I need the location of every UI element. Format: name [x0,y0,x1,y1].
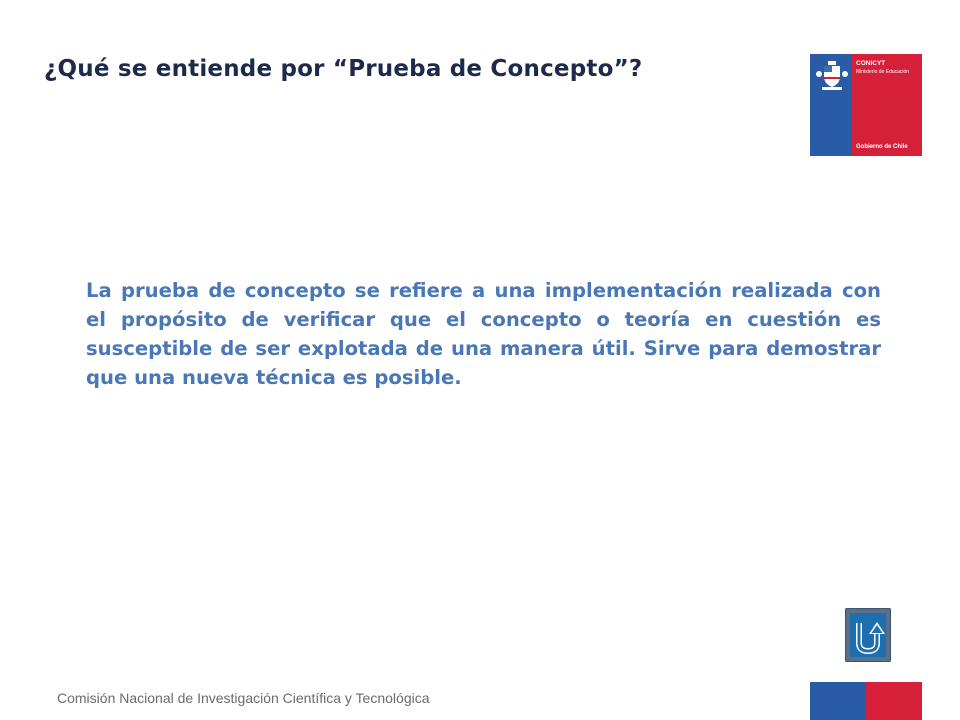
logo-name: CONICYT [856,60,886,67]
slide-title: ¿Qué se entiende por “Prueba de Concepto”? [44,56,643,82]
conicyt-logo [810,54,922,156]
flag-bar [810,682,922,720]
back-button[interactable] [845,608,891,662]
back-button-face[interactable] [850,613,886,657]
footer-institution: Comisión Nacional de Investigación Científica y Tecnológica [57,690,430,706]
flag-bar-blue [810,682,866,720]
logo-government: Gobierno de Chile [856,144,908,150]
u-turn-return-icon [850,613,886,657]
flag-bar-red [866,682,922,720]
logo-red-panel [852,54,922,156]
slide-body-text: La prueba de concepto se refiere a una implementación realizada con el propósito de verificar que el concepto o teoría en cuestión es susceptible de ser explotada de una manera útil. Sirve para demostrar que una nueva técnica es posible. [86,279,881,389]
logo-blue-panel [810,54,852,156]
logo-ministry: Ministerio de Educación [856,69,910,75]
chile-coat-of-arms-icon [815,60,849,92]
